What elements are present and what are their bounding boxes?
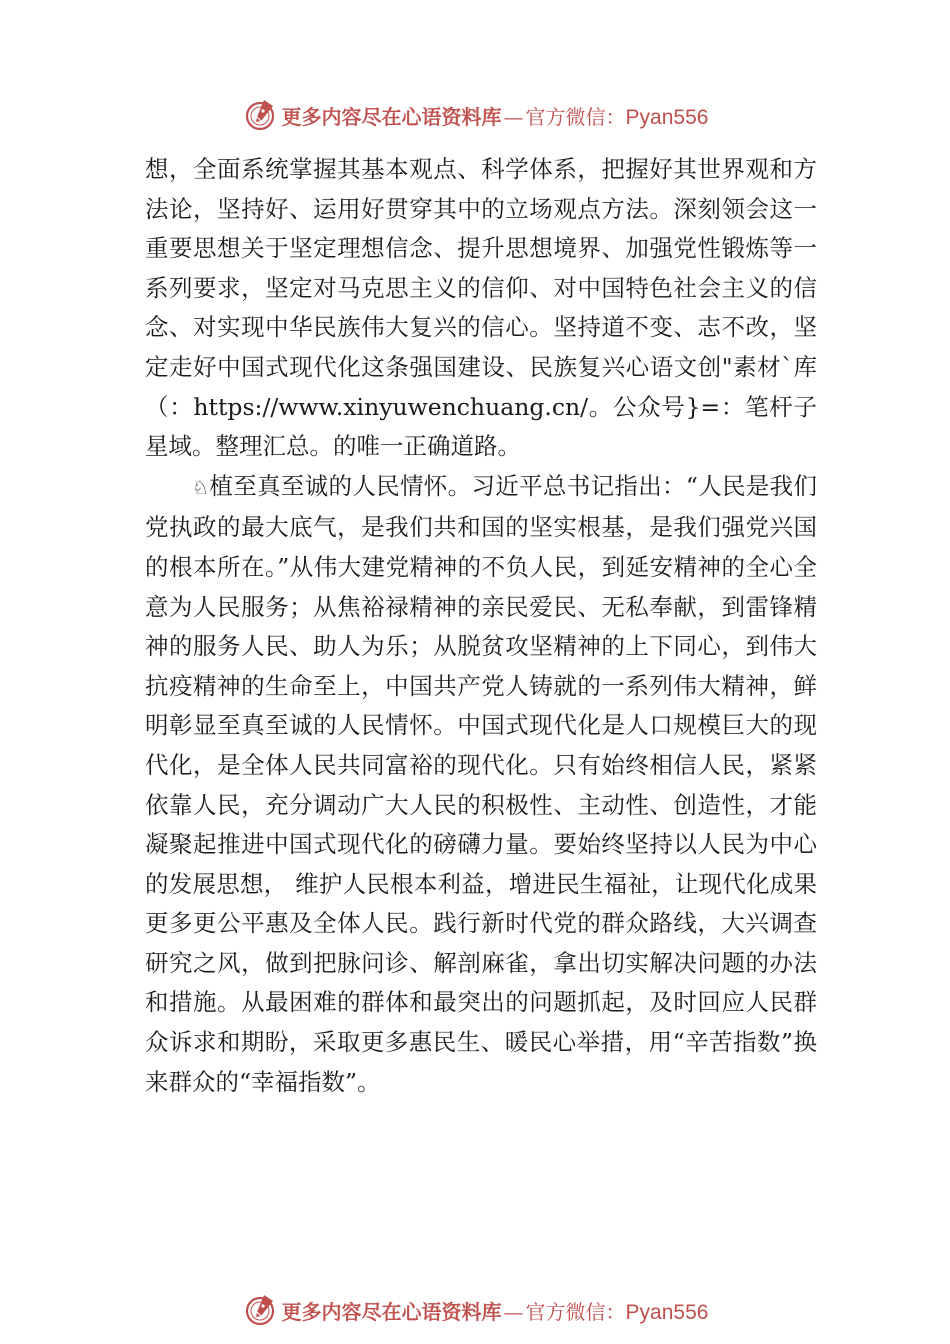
paragraph-1: 想，全面系统掌握其基本观点、科学体系，把握好其世界观和方法论，坚持好、运用好贯穿其中的立场观点方法。深刻领会这一重要思想关于坚定理想信念、提升思想境界、加强党性锻炼等一系列要求，坚定对马克思主义的信仰、对中国特色社会主义的信念、对实现中华民族伟大复兴的信心。坚持道不变、志不改，坚定走好中国式现代化这条强国建设、民族复兴心语文创"素材`库（：https://www.xinyuwenchuang.cn/。公众号}=：笔杆子星域。整理汇总。的唯一正确道路。 bbox=[145, 155, 817, 461]
banner-wechat-id: Pyan556 bbox=[625, 1300, 709, 1324]
header-banner-text bbox=[282, 101, 709, 130]
banner-dash: — bbox=[503, 104, 524, 129]
banner-wechat-label: 官方微信： bbox=[525, 104, 626, 129]
banner-wechat-label: 官方微信： bbox=[525, 1299, 626, 1324]
pen-logo-icon bbox=[242, 97, 278, 133]
footer-banner bbox=[0, 1290, 950, 1330]
paragraph-2-text: 植至真至诚的人民情怀。习近平总书记指出：“人民是我们党执政的最大底气，是我们共和国的坚实根基，是我们强党兴国的根本所在。”从伟大建党精神的不负人民，到延安精神的全心全意为人民服务；从焦裕禄精神的亲民爱民、无私奉献，到雷锋精神的服务人民、助人为乐；从脱贫攻坚精神的上下同心，到伟大抗疫精神的生命至上，中国共产党人铸就的一系列伟大精神，鲜明彰显至真至诚的人民情怀。中国式现代化是人口规模巨大的现代化，是全体人民共同富裕的现代化。只有始终相信人民，紧紧依靠人民，充分调动广大人民的积极性、主动性、创造性，才能凝聚起推进中国式现代化的磅礴力量。要始终坚持以人民为中心的发展思想， 维护人民根本利益，增进民生福祉，让现代化成果更多更公平惠及全体人民。践行新时代党的群众路线，大兴调查研究之风，做到把脉问诊、解剖麻雀，拿出切实解决问题的办法和措施。从最困难的群体和最突出的问题抓起，及时回应人民群众诉求和期盼，采取更多惠民生、暖民心举措，用“辛苦指数”换来群众的“幸福指数”。 bbox=[145, 471, 817, 1096]
footer-banner-text bbox=[282, 1296, 709, 1325]
document-body bbox=[145, 150, 817, 1102]
knight-symbol-icon: ♘ bbox=[192, 476, 210, 499]
pen-logo-icon bbox=[242, 1292, 278, 1328]
banner-dash: — bbox=[503, 1299, 524, 1324]
paragraph-2 bbox=[145, 467, 817, 1103]
banner-main-text: 更多内容尽在心语资料库 bbox=[281, 104, 502, 129]
header-banner bbox=[0, 95, 950, 135]
banner-wechat-id: Pyan556 bbox=[625, 105, 709, 129]
banner-main-text: 更多内容尽在心语资料库 bbox=[281, 1299, 502, 1324]
